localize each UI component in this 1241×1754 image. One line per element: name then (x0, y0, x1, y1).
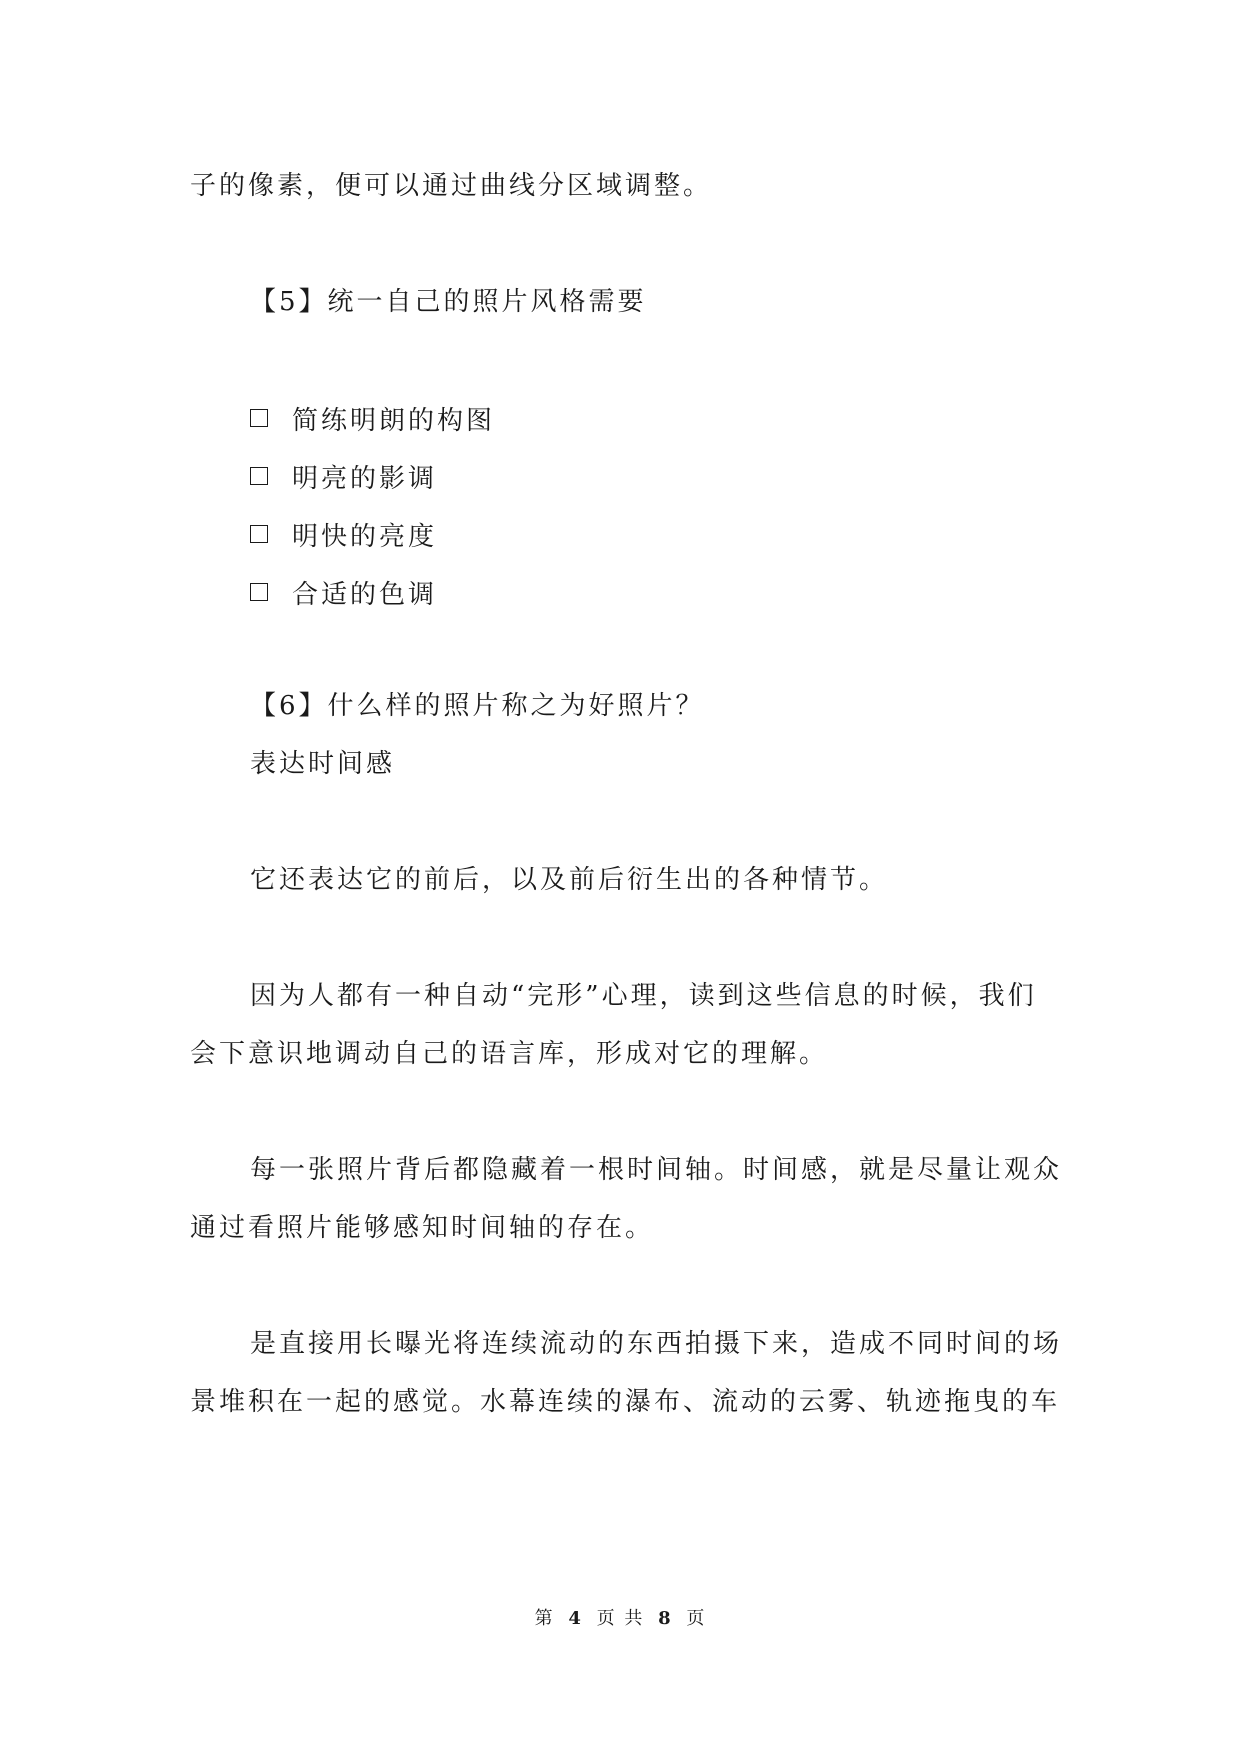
paragraph-line: 子的像素，便可以通过曲线分区域调整。 (190, 171, 713, 201)
total-page-number: 8 (658, 1608, 673, 1629)
page-footer (0, 1604, 1241, 1630)
paragraph-line: 它还表达它的前后，以及前后衍生出的各种情节。 (250, 865, 889, 895)
checkbox-icon (250, 525, 268, 543)
paragraph-line: 因为人都有一种自动“完形”心理，读到这些信息的时候，我们 (250, 981, 1037, 1011)
section-heading-6: 【6】什么样的照片称之为好照片？ (250, 691, 705, 721)
checklist-item-label: 明快的亮度 (292, 521, 438, 552)
checkbox-icon (250, 583, 268, 601)
paragraph-line: 通过看照片能够感知时间轴的存在。 (190, 1213, 655, 1243)
section-heading-5: 【5】统一自己的照片风格需要 (250, 287, 647, 317)
checkbox-icon (250, 467, 268, 485)
footer-prefix: 第 (534, 1608, 555, 1629)
checkbox-icon (250, 409, 268, 427)
checklist-item-label: 明亮的影调 (292, 463, 438, 494)
checklist-item (250, 574, 437, 610)
checklist-item (250, 458, 437, 494)
paragraph-line: 是直接用长曝光将连续流动的东西拍摄下来，造成不同时间的场 (250, 1329, 1063, 1359)
paragraph-line: 每一张照片背后都隐藏着一根时间轴。时间感，就是尽量让观众 (250, 1155, 1063, 1185)
footer-suffix: 页 (686, 1608, 707, 1629)
checklist-item-label: 合适的色调 (292, 579, 438, 610)
paragraph-line: 会下意识地调动自己的语言库，形成对它的理解。 (190, 1039, 829, 1069)
checklist-item-label: 简练明朗的构图 (292, 405, 496, 436)
current-page-number: 4 (568, 1608, 583, 1629)
subheading: 表达时间感 (250, 749, 396, 779)
paragraph-line: 景堆积在一起的感觉。水幕连续的瀑布、流动的云雾、轨迹拖曳的车 (190, 1387, 1061, 1417)
footer-mid: 页 共 (596, 1608, 645, 1629)
checklist-item (250, 400, 495, 436)
checklist-item (250, 516, 437, 552)
